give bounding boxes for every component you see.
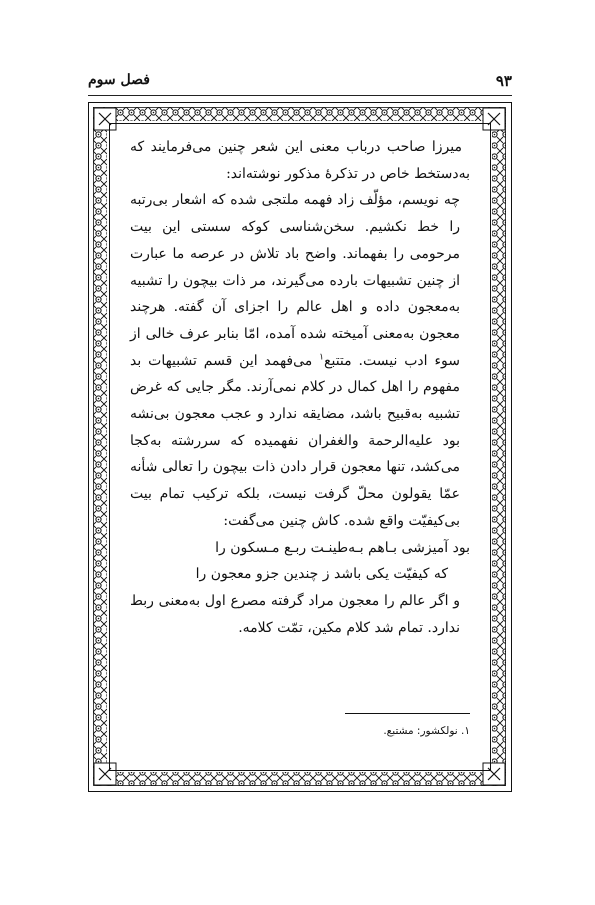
page-number: ۹۳ — [495, 72, 512, 90]
main-text — [130, 134, 470, 774]
footnote-reference: ۱ — [319, 351, 325, 362]
footnote: ۱. نولکشور: مشتبع. — [383, 725, 470, 737]
paragraph-intro: میرزا صاحب درباب معنی این شعر چنین می‌فرمایند که به‌دستخط خاص در تذکرهٔ مذکور نوشته‌اند: — [130, 139, 470, 182]
chapter-title: فصل سوم — [88, 72, 150, 88]
paragraph-conclusion: و اگر عالم را معجون مراد گرفته مصرع اول به‌معنی ربط ندارد. تمام شد کلام مکین، تمّت کلامه. — [130, 592, 460, 636]
header-rule — [88, 95, 512, 96]
paragraph-quote-part2: می‌فهمد این قسم تشبیهات بد مفهوم را اهل کمال در کلام نمی‌آرند. مگر جایی که غرض تشبیه به‌قبیح باشد، مضایقه ندارد و عجب معجون بی‌نشه بود علیه‌الرحمة والغفران نفهمیده که سررشته به‌کجا می‌کشد، تنها معجون قرار دادن ذات بیچون را تعالی شأنه عمّا یقولون محلّ گرفت نیست، بلکه ترکیب تمام بیت بی‌کیفیّت واقع شده. کاش چنین می‌گفت: — [130, 352, 460, 529]
paragraph-quote — [130, 187, 470, 534]
verse-line-1: بود آمیزشی بـاهم بـه‌طینـت ربـع مـسکون را — [215, 539, 470, 556]
running-header — [88, 72, 512, 94]
verse-line-2: که کیفیّت یکی باشد ز چندین جزو معجون را — [195, 566, 448, 583]
footnote-separator — [345, 713, 470, 714]
paragraph-quote-part1: چه نویسم، مؤلّف زاد فهمه ملتجی شده که اشعار بی‌رتبه را خط نکشیم. سخن‌شناسی کوکه سستی این بیت مرحومی را بفهماند. واضح باد تلاش در عرصه ما عبارت از چنین تشبیهات بارده می‌گیرند، مر ذات بیچون را تشبیه به‌معجون داده و اهل عالم را اجزای آن گفته. هرچند معجون به‌معنی آمیخته شده آمده، امّا بنابر عرف خالی از سوء ادب نیست. متتبع — [130, 192, 460, 369]
